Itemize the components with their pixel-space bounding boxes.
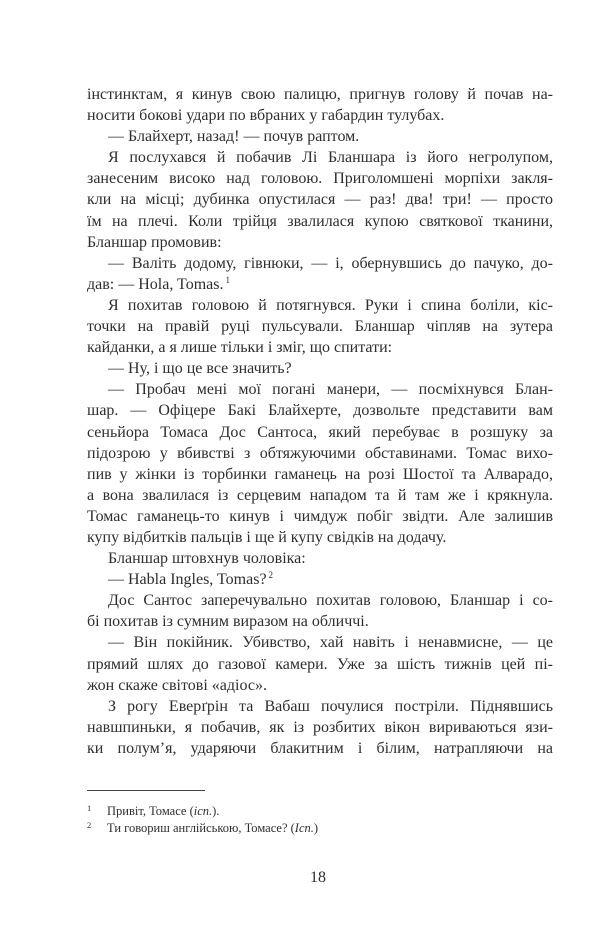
line-text: Я послухався й побачив Лі Бланшара із його негролупом, [108,149,553,167]
text-line [87,485,553,506]
line-text: ки полум’я, ударяючи блакитним і білим, натрапляючи на [87,739,553,757]
text-line [87,400,553,421]
line-text: їм на плечі. Коли трійця звалилася купою святкової тканини, [87,212,553,230]
text-line [87,147,553,168]
footnotes [87,803,553,837]
line-text: бі похитав із сумним виразом на обличчі. [87,613,369,631]
footnote-number: 2 [87,820,92,830]
footnote-end: ). [212,804,220,818]
line-text: — Ну, і що це все значить? [108,360,292,378]
line-text: навшпиньки, я побачив, як із розбитих вікон вириваються язи- [87,718,553,736]
text-line [87,232,553,253]
line-text: підозрою у вбивстві з обтяжуючими обставинами. Томас вихо- [87,444,553,462]
line-text: а вона звалилася із серцевим нападом та й там же і крякнула. [87,486,553,504]
text-line [87,675,553,696]
text-line [87,443,553,464]
text-line [87,253,553,274]
page-number: 18 [310,869,326,886]
line-text: кли на місці; дубинка опустилася — раз! два! три! — просто [87,191,553,209]
text-line [87,274,553,295]
line-text: — Пробач мені мої погані манери, — посміхнувся Блан- [108,381,553,399]
footnote-text: Привіт, Томасе ( [107,804,194,818]
text-line [87,738,553,759]
text-line [87,422,553,443]
line-text: кайданки, а я лише тільки і зміг, що спитати: [87,339,393,357]
text-line [87,105,553,126]
line-text: — Habla Ingles, Tomas? [108,571,267,589]
text-line [87,548,553,569]
footnote-end: ) [313,821,319,835]
text-line [87,126,553,147]
text-line [87,379,553,400]
text-line [87,211,553,232]
text-line [87,611,553,632]
text-line [87,316,553,337]
text-line [87,696,553,717]
line-text: — Він покійник. Убивство, хай навіть і ненавмисне, — це [108,634,553,652]
text-line [87,506,553,527]
line-text: інстинктам, я кинув свою палицю, пригнув голову й почав на- [87,86,553,103]
footnote-ref: 2 [268,570,274,581]
footnote-text: Ти говориш англійською, Томасе? ( [107,821,295,835]
line-text: дав: — Hola, Tomas. [87,275,224,293]
line-text: точки на правій руці пульсували. Бланшар чіпляв на зутера [87,318,553,336]
line-text: носити бокові удари по вбраних у габардин тулубах. [87,107,445,125]
text-line [87,295,553,316]
text-line [87,189,553,210]
body-text [87,84,553,759]
footnote-abbrev: Ісп. [294,821,314,835]
line-text: занесеним високо над головою. Приголомшені морпіхи закля- [87,170,553,188]
text-line [87,337,553,358]
text-line [87,527,553,548]
footnote [87,820,553,837]
footnote-ref: 1 [225,274,230,285]
line-text: Томас гаманець-то кинув і чимдуж побіг звідти. Але залишив [87,507,553,525]
text-line [87,654,553,675]
line-text: Я похитав головою й потягнувся. Руки і спина боліли, кіс- [108,296,553,314]
text-line [87,569,553,590]
line-text: купу відбитків пальців і ще й купу свідків на додачу. [87,528,447,546]
text-line [87,358,553,379]
text-line [87,717,553,738]
text-line [87,632,553,653]
line-text: пив у жінки із торбинки гаманець на розі Шостої та Алварадо, [87,465,553,483]
footnote-divider [87,790,205,791]
text-line [87,168,553,189]
footnote [87,803,553,820]
line-text: Дос Сантос заперечувально похитав головою, Бланшар і со- [108,592,553,610]
line-text: З рогу Еверґрін та Вабаш почулися постріли. Піднявшись [108,697,553,715]
line-text: — Валіть додому, гівнюки, — і, обернувшись до пачуко, до- [108,254,553,272]
line-text: прямий шлях до газової камери. Уже за шість тижнів цей пі- [87,655,553,673]
text-line [87,590,553,611]
line-text: сеньйора Томаса Дос Сантоса, який перебуває в розшуку за [87,423,553,441]
line-text: Бланшар промовив: [87,233,222,251]
text-line [87,464,553,485]
line-text: жон скаже світові «адіос». [87,676,267,694]
text-line [87,84,553,105]
footnote-abbrev: ісп. [193,804,213,818]
line-text: шар. — Офіцере Бакі Блайхерте, дозвольте представити вам [87,402,553,420]
line-text: Бланшар штовхнув чоловіка: [108,550,306,568]
line-text: — Блайхерт, назад! — почув раптом. [108,128,360,146]
footnote-number: 1 [87,803,92,813]
